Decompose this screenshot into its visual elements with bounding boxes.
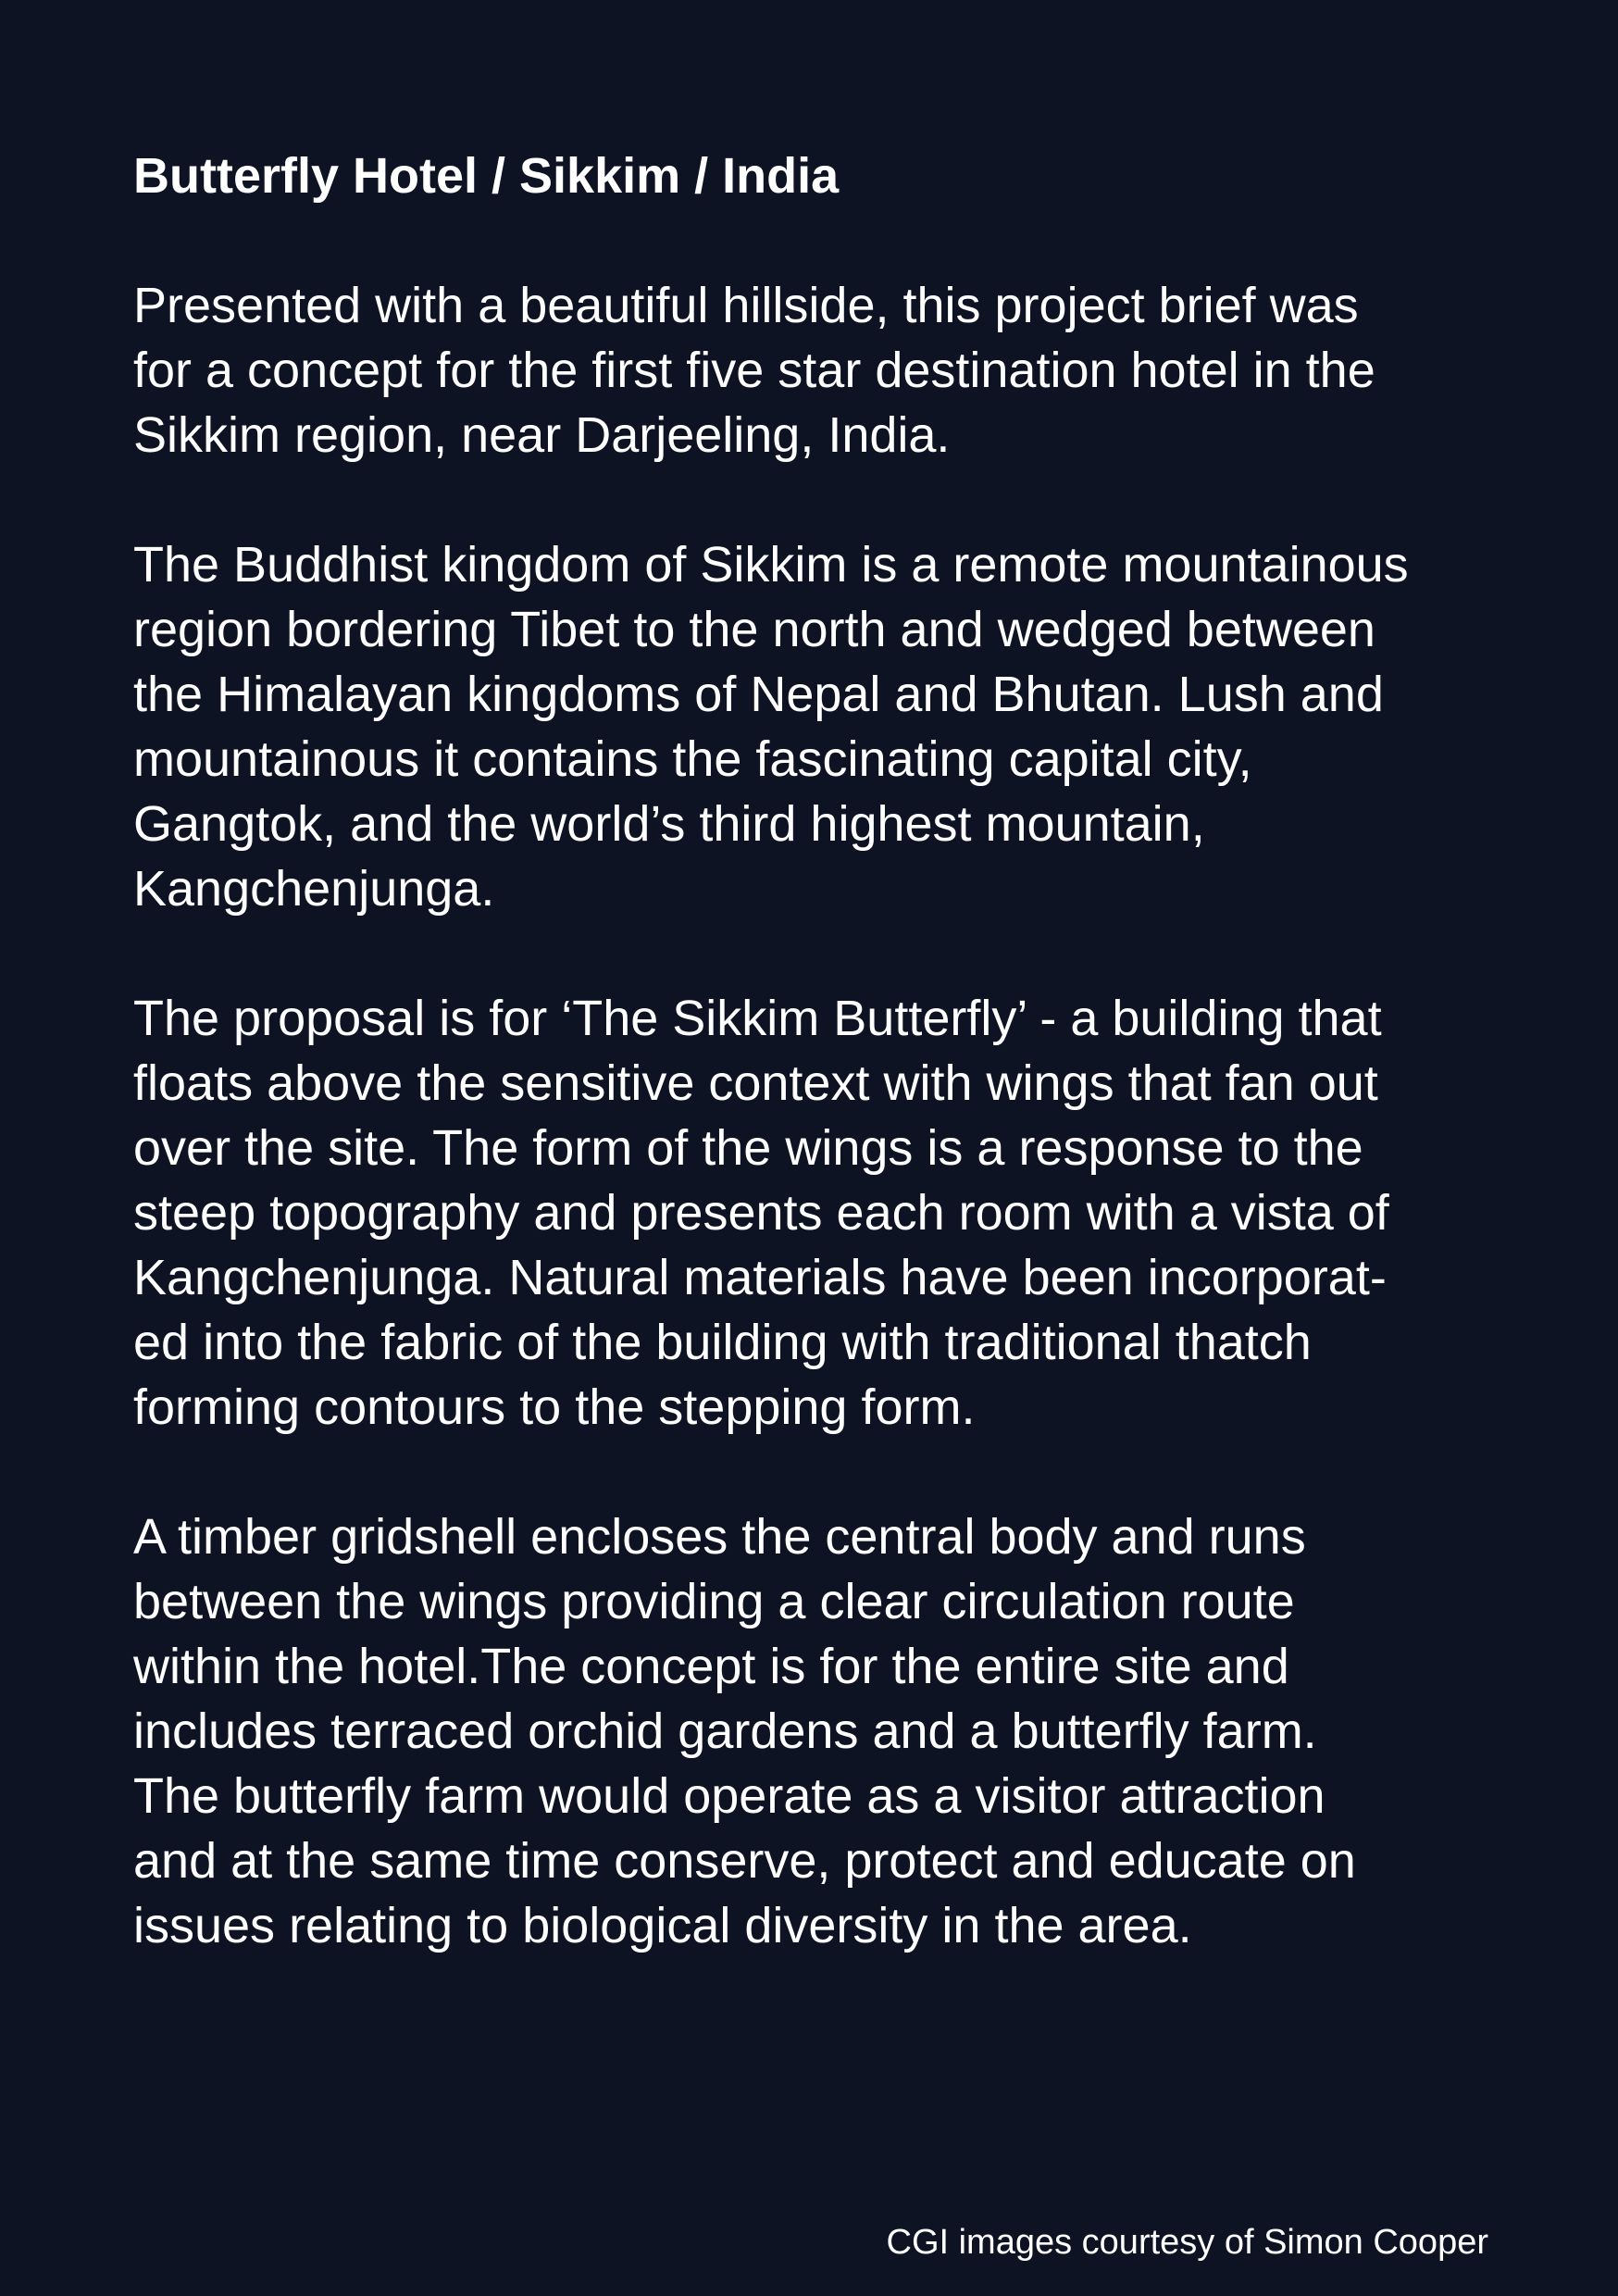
paragraph-intro: Presented with a beautiful hillside, this project brief was for a concept for the first five star destination hotel in the Sikkim region, near Darjeeling, India.: [133, 278, 1375, 463]
image-credit: CGI images courtesy of Simon Cooper: [886, 2223, 1488, 2262]
document-body: [133, 144, 1522, 1958]
document-title: Butterfly Hotel / Sikkim / India: [133, 148, 840, 204]
paragraph-proposal: The proposal is for ‘The Sikkim Butterfly’ - a building that floats above the sensitive context with wings that fan out over the site. The form of the wings is a response to the steep topography and presents each room with a vista of Kangchenjunga. Natural materials have been incorporat- ed into the fabric of the building with traditional thatch forming contours to the stepping form.: [133, 991, 1389, 1435]
paragraph-sikkim-context: The Buddhist kingdom of Sikkim is a remote mountainous region bordering Tibet to the north and wedged between the Himalayan kingdoms of Nepal and Bhutan. Lush and mountainous it contains the fascinating capital city, Gangtok, and the world’s third highest mountain, Kangchenjunga.: [133, 537, 1409, 917]
paragraph-gridshell: A timber gridshell encloses the central body and runs between the wings providing a clear circulation route within the hotel.The concept is for the entire site and includes terraced orchid gardens and a butterfly farm. The butterfly farm would operate as a visitor attraction and at the same time conserve, protect and educate on issues relating to biological diversity in the area.: [133, 1509, 1356, 1953]
